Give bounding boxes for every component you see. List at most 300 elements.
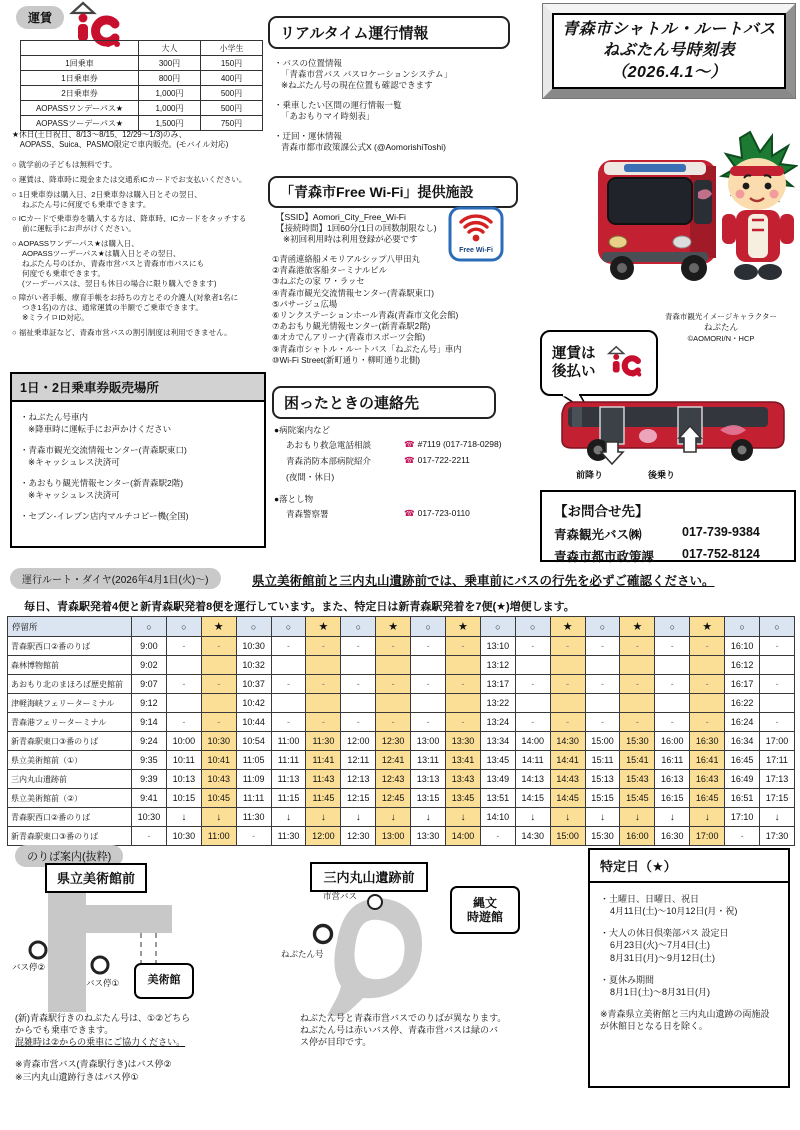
time-cell: 15:13: [585, 770, 620, 789]
time-cell: 12:30: [341, 827, 376, 846]
timetable-row: [8, 789, 795, 808]
time-cell: 16:30: [655, 827, 690, 846]
time-cell: 16:11: [655, 751, 690, 770]
time-cell: [690, 656, 725, 675]
time-cell: -: [341, 675, 376, 694]
sannai-map-notes: [300, 1012, 570, 1048]
time-cell: 9:12: [132, 694, 167, 713]
inquiry-phone: 017-739-9384: [682, 525, 760, 539]
time-cell: ↓: [411, 808, 446, 827]
fare-value: 750円: [201, 116, 263, 131]
time-cell: 13:30: [446, 732, 481, 751]
daily-column-mark: ○: [236, 617, 271, 637]
stop-name: 三内丸山遺跡前: [8, 770, 132, 789]
museum-map-notes: [15, 1012, 280, 1083]
time-cell: [306, 656, 341, 675]
stop-name: あおもり北のまほろば歴史館前: [8, 675, 132, 694]
bus-stop1-label: バス停①: [86, 978, 120, 988]
service-summary: 毎日、青森駅発着4便と新青森駅発着8便を運行しています。また、特定日は新青森駅発着を7便(★)増便します。: [24, 601, 575, 613]
time-cell: 13:11: [411, 751, 446, 770]
phone-icon: ☎: [404, 455, 415, 465]
ticket-sales-items: [12, 402, 264, 540]
time-cell: 16:00: [655, 732, 690, 751]
time-cell: 14:13: [515, 770, 550, 789]
side-bus-image: [552, 392, 794, 471]
daily-column-mark: ○: [760, 617, 795, 637]
time-cell: 15:30: [585, 827, 620, 846]
time-cell: 9:00: [132, 637, 167, 656]
time-cell: 13:41: [446, 751, 481, 770]
time-cell: 14:15: [515, 789, 550, 808]
time-cell: -: [166, 675, 201, 694]
time-cell: -: [655, 713, 690, 732]
timetable-row: [8, 637, 795, 656]
fare-value: 150円: [201, 56, 263, 71]
time-cell: -: [306, 713, 341, 732]
time-cell: 11:30: [236, 808, 271, 827]
time-cell: -: [271, 637, 306, 656]
time-cell: [306, 694, 341, 713]
title-line1: 青森市シャトル・ルートバス: [562, 21, 776, 39]
contact-row: [274, 455, 534, 467]
time-cell: -: [411, 637, 446, 656]
time-cell: -: [760, 675, 795, 694]
time-cell: 9:07: [132, 675, 167, 694]
inquiry-row: [554, 525, 782, 543]
time-cell: -: [550, 713, 585, 732]
fare-value: 1,000円: [139, 86, 201, 101]
inquiry-name: 青森観光バス㈱: [554, 528, 642, 542]
time-cell: -: [690, 713, 725, 732]
time-cell: [376, 656, 411, 675]
timetable-row: [8, 694, 795, 713]
daily-column-mark: ○: [480, 617, 515, 637]
fare-value: 1,000円: [139, 101, 201, 116]
wifi-logo-label: Free Wi-Fi: [459, 247, 493, 254]
time-cell: 13:30: [411, 827, 446, 846]
text-block: ○ 福祉乗車証など、青森市営バスの割引制度は利用できません。: [12, 328, 232, 338]
time-cell: 10:11: [166, 751, 201, 770]
time-cell: 12:30: [376, 732, 411, 751]
fare-notes: [12, 160, 270, 343]
stop-name: 青森駅西口②番のりば: [8, 808, 132, 827]
time-cell: ↓: [271, 808, 306, 827]
text-block: ・セブン-イレブン店内マルチコピー機(全国): [20, 511, 189, 521]
title-line2: ねぶたん号時刻表: [602, 42, 735, 60]
museum-map: [10, 862, 280, 1012]
ticket-sales-box: [10, 372, 266, 548]
text-block: ・迂回・運休情報 青森市都市政策課公式X (@AomorishiToshi): [274, 131, 446, 153]
time-cell: -: [690, 675, 725, 694]
time-cell: 12:00: [341, 732, 376, 751]
fare-value: 1,500円: [139, 116, 201, 131]
ic-card-icon-small: [602, 343, 644, 384]
time-cell: -: [411, 713, 446, 732]
text-block: ・夏休み期間 8月1日(土)～8月31日(月): [600, 974, 711, 997]
time-cell: 16:22: [725, 694, 760, 713]
jomon-building-box: 縄文 時遊館: [450, 886, 520, 934]
time-cell: ↓: [620, 808, 655, 827]
timetable-row: [8, 770, 795, 789]
time-cell: [690, 694, 725, 713]
time-cell: 17:11: [760, 751, 795, 770]
time-cell: 11:13: [271, 770, 306, 789]
museum-map-title: 県立美術館前: [45, 863, 147, 893]
text-block: ○ 運賃は、降車時に現金または交通系ICカードでお支払いください。: [12, 174, 247, 184]
inquiry-name: 青森市都市政策課: [554, 550, 655, 564]
fare-row: [21, 56, 263, 71]
time-cell: ↓: [515, 808, 550, 827]
time-cell: 11:41: [306, 751, 341, 770]
timetable-row: [8, 713, 795, 732]
text-block: ・あおもり観光情報センター(新青森駅2階) ※キャッシュレス決済可: [20, 478, 184, 500]
time-cell: -: [446, 713, 481, 732]
time-cell: [376, 694, 411, 713]
time-cell: 9:41: [132, 789, 167, 808]
time-cell: -: [760, 713, 795, 732]
time-cell: 9:02: [132, 656, 167, 675]
time-cell: 13:43: [446, 770, 481, 789]
time-cell: 11:11: [236, 789, 271, 808]
time-cell: -: [515, 637, 550, 656]
time-cell: 10:41: [201, 751, 236, 770]
time-cell: 13:00: [376, 827, 411, 846]
time-cell: ↓: [655, 808, 690, 827]
time-cell: 16:34: [725, 732, 760, 751]
time-cell: ↓: [201, 808, 236, 827]
list-item: ④青森市観光交流情報センター(青森駅東口): [272, 287, 434, 298]
time-cell: 13:24: [480, 713, 515, 732]
inquiry-phone: 017-752-8124: [682, 547, 760, 561]
fare-value: 500円: [201, 101, 263, 116]
time-cell: 16:10: [725, 637, 760, 656]
time-cell: 16:45: [690, 789, 725, 808]
title-line3: （2026.4.1～）: [611, 63, 727, 81]
stop-name: 津軽海峡フェリーターミナル: [8, 694, 132, 713]
time-cell: ↓: [446, 808, 481, 827]
time-cell: -: [446, 675, 481, 694]
contact-phone: ☎ 017-723-0110: [404, 508, 470, 518]
time-cell: 14:30: [550, 732, 585, 751]
time-cell: ↓: [376, 808, 411, 827]
time-cell: 10:30: [166, 827, 201, 846]
time-cell: 10:30: [236, 637, 271, 656]
daily-column-mark: ○: [271, 617, 306, 637]
time-cell: 10:30: [132, 808, 167, 827]
time-cell: -: [341, 637, 376, 656]
time-cell: -: [690, 637, 725, 656]
time-cell: -: [760, 637, 795, 656]
fare-footnotes: [12, 130, 272, 150]
time-cell: 10:32: [236, 656, 271, 675]
time-cell: 15:45: [620, 789, 655, 808]
stop-column-header: 停留所: [8, 617, 132, 637]
inquiry-row: [554, 547, 782, 565]
time-cell: 16:43: [690, 770, 725, 789]
contacts-title: 困ったときの連絡先: [272, 386, 496, 419]
time-cell: [271, 694, 306, 713]
time-cell: 17:15: [760, 789, 795, 808]
time-cell: -: [620, 713, 655, 732]
platform-guide-label: のりば案内(抜粋): [15, 845, 123, 867]
text-block: ○ 就学前の子どもは無料です。: [12, 160, 117, 169]
contacts-block: [274, 424, 534, 524]
time-cell: 13:13: [411, 770, 446, 789]
time-cell: [201, 656, 236, 675]
time-cell: 16:51: [725, 789, 760, 808]
fare-type: 1日乗車券: [21, 71, 139, 86]
time-cell: 10:42: [236, 694, 271, 713]
time-cell: 11:09: [236, 770, 271, 789]
fare-type: 2日乗車券: [21, 86, 139, 101]
time-cell: 10:44: [236, 713, 271, 732]
time-cell: 13:17: [480, 675, 515, 694]
list-item: ス停が目印です。: [300, 1037, 372, 1048]
list-item: ⑦あおもり観光情報センター(新青森駅2階): [272, 321, 431, 332]
time-cell: 14:11: [515, 751, 550, 770]
city-bus-label: 市営バス: [323, 891, 358, 901]
time-cell: -: [515, 675, 550, 694]
time-cell: [271, 656, 306, 675]
special-day-column-mark: ★: [376, 617, 411, 637]
time-cell: -: [306, 675, 341, 694]
special-days-items: [600, 893, 778, 998]
time-cell: 15:00: [585, 732, 620, 751]
time-cell: ↓: [690, 808, 725, 827]
contact-phone: ☎ 017-722-2211: [404, 455, 470, 465]
time-cell: -: [376, 637, 411, 656]
special-day-column-mark: ★: [201, 617, 236, 637]
wifi-ssid: 【SSID】Aomori_City_Free_Wi-Fi: [276, 212, 406, 222]
fare-type: 1回乗車: [21, 56, 139, 71]
mascot-caption-line2: ねぶたん: [703, 322, 738, 333]
time-cell: -: [201, 713, 236, 732]
mascot-caption: [646, 312, 796, 344]
time-cell: [341, 694, 376, 713]
special-days-note: ※青森県立美術館と三内丸山遺跡の両施設が休館日となる日を除く。: [600, 1008, 770, 1032]
fare-header-adult: 大人: [139, 41, 201, 56]
list-item: AOPASS、Suica、PASMO限定で車内販売。(モバイル対応): [12, 140, 229, 150]
time-cell: 16:00: [620, 827, 655, 846]
special-day-column-mark: ★: [306, 617, 341, 637]
fare-value: 400円: [201, 71, 263, 86]
time-cell: -: [376, 713, 411, 732]
time-cell: -: [655, 675, 690, 694]
daily-column-mark: ○: [341, 617, 376, 637]
time-cell: 13:22: [480, 694, 515, 713]
text-block: ・乗車したい区間の運行情報一覧 「あおもりマイ時刻表」: [274, 100, 402, 122]
time-cell: ↓: [166, 808, 201, 827]
time-cell: -: [725, 827, 760, 846]
inquiry-title: 【お問合せ先】: [554, 504, 649, 519]
time-cell: -: [201, 675, 236, 694]
time-cell: 15:41: [620, 751, 655, 770]
fare-row: [21, 86, 263, 101]
fare-table: [20, 40, 263, 131]
list-item: ⑩Wi-Fi Street(新町通り・柳町通り北側): [272, 354, 421, 365]
time-cell: 11:00: [201, 827, 236, 846]
contact-name: あおもり救急電話相談: [286, 440, 372, 450]
time-cell: ↓: [341, 808, 376, 827]
list-item: ねぶたん号と青森市営バスでのりばが異なります。: [300, 1013, 507, 1023]
time-cell: 14:00: [515, 732, 550, 751]
time-cell: 13:34: [480, 732, 515, 751]
time-cell: -: [132, 827, 167, 846]
time-cell: 13:10: [480, 637, 515, 656]
time-cell: [515, 656, 550, 675]
text-block: ・バスの位置情報 「青森市営バス バスロケーションシステム」 ※ねぶたん号の現在位置も確認できます: [274, 58, 452, 91]
time-cell: -: [446, 637, 481, 656]
time-cell: -: [341, 713, 376, 732]
special-day-column-mark: ★: [620, 617, 655, 637]
time-cell: 14:45: [550, 789, 585, 808]
time-cell: -: [201, 637, 236, 656]
list-item: からでも乗車できます。: [15, 1025, 114, 1036]
text-block: ○ 1日乗車券は購入日、2日乗車券は購入日とその翌日、 ねぶたん号に何度でも乗車できます。: [12, 189, 202, 209]
time-cell: 15:00: [550, 827, 585, 846]
time-cell: 15:30: [620, 732, 655, 751]
daily-column-mark: ○: [132, 617, 167, 637]
time-cell: 14:30: [515, 827, 550, 846]
time-cell: [515, 694, 550, 713]
time-cell: -: [166, 713, 201, 732]
list-item: ⑥リンクステーションホール青森(青森市文化会館): [272, 309, 459, 320]
time-cell: [341, 656, 376, 675]
time-cell: 13:45: [480, 751, 515, 770]
text-block: ・土曜日、日曜日、祝日 4月11日(土)～10月12日(月・祝): [600, 894, 738, 917]
time-cell: 13:49: [480, 770, 515, 789]
time-cell: 17:10: [725, 808, 760, 827]
time-cell: -: [655, 637, 690, 656]
time-cell: -: [550, 675, 585, 694]
timetable-row: [8, 732, 795, 751]
special-days-box: [588, 848, 790, 1088]
contact-phone: ☎ #7119 (017-718-0298): [404, 439, 502, 449]
time-cell: [446, 656, 481, 675]
time-cell: 15:15: [585, 789, 620, 808]
time-cell: 12:43: [376, 770, 411, 789]
time-cell: [201, 694, 236, 713]
sannai-map: [275, 858, 575, 1016]
time-cell: ↓: [760, 808, 795, 827]
special-days-title: 特定日（★）: [590, 850, 788, 883]
sannai-map-title: 三内丸山遺跡前: [310, 862, 428, 892]
time-cell: 16:12: [725, 656, 760, 675]
stop-name: 県立美術館前（①）: [8, 751, 132, 770]
time-cell: [760, 656, 795, 675]
list-item: ⑤パサージュ広場: [272, 298, 338, 309]
realtime-info-blocks: [274, 58, 524, 162]
time-cell: 11:11: [271, 751, 306, 770]
fare-value: 300円: [139, 56, 201, 71]
pay-later-text: 運賃は 後払い: [552, 345, 596, 380]
daily-column-mark: ○: [585, 617, 620, 637]
time-cell: 14:41: [550, 751, 585, 770]
time-cell: 16:15: [655, 789, 690, 808]
time-cell: 10:45: [201, 789, 236, 808]
time-cell: -: [411, 675, 446, 694]
list-item: ※青森市営バス(青森駅行き)はバス停②: [15, 1059, 172, 1070]
time-cell: [760, 694, 795, 713]
time-cell: 10:30: [201, 732, 236, 751]
title-plaque: [543, 4, 795, 98]
daily-column-mark: ○: [166, 617, 201, 637]
front-exit-label: 前降り: [576, 470, 604, 480]
time-cell: [655, 694, 690, 713]
time-cell: 13:00: [411, 732, 446, 751]
time-cell: 10:37: [236, 675, 271, 694]
wifi-session: 【接続時間】1回60分(1日の回数制限なし): [276, 223, 437, 234]
fare-type: AOPASSワンデーパス★: [21, 101, 139, 116]
list-item: ⑧オカでんアリーナ(青森市スポーツ会館): [272, 332, 426, 343]
time-cell: 12:15: [341, 789, 376, 808]
mascot-caption-line3: ©AOMORI/N・HCP: [687, 333, 755, 343]
time-cell: 16:17: [725, 675, 760, 694]
time-cell: 15:11: [585, 751, 620, 770]
stop-name: 青森港フェリーターミナル: [8, 713, 132, 732]
time-cell: 10:00: [166, 732, 201, 751]
list-item: ⑨青森市シャトル・ルートバス「ねぶたん号」車内: [272, 343, 462, 354]
time-cell: 16:13: [655, 770, 690, 789]
text-block: ・青森市観光交流情報センター(青森駅東口) ※キャッシュレス決済可: [20, 445, 187, 467]
time-cell: [620, 694, 655, 713]
boarding-warning: 県立美術館前と三内丸山遺跡前では、乗車前にバスの行先を必ずご確認ください。: [252, 574, 715, 588]
list-item: ③ねぶたの家 ワ・ラッセ: [272, 276, 365, 287]
time-cell: -: [620, 675, 655, 694]
museum-building-box: 美術館: [134, 963, 194, 999]
nebutan-stop-label: ねぶたん号: [281, 949, 324, 959]
text-block: ○ AOPASSワンデーパス★は購入日、 AOPASSツーデーパス★は購入日とその翌日、 ねぶたん号のほか、青森市営バスと青森市市バスにも 何度でも乗車できます。 (ツーデーパスは、翌日も休日の場合に限り購入できます): [12, 239, 217, 288]
time-cell: -: [271, 675, 306, 694]
timetable-row: [8, 675, 795, 694]
fare-value: 800円: [139, 71, 201, 86]
hospital-head: ●病院案内など: [274, 425, 331, 435]
special-day-column-mark: ★: [690, 617, 725, 637]
time-cell: 9:39: [132, 770, 167, 789]
fare-type: AOPASSツーデーパス★: [21, 116, 139, 131]
bus-stop2-label: バス停②: [12, 962, 46, 972]
contact-row: [274, 508, 534, 520]
time-cell: -: [271, 713, 306, 732]
time-cell: 14:43: [550, 770, 585, 789]
list-item: ②青森港旅客船ターミナルビル: [272, 265, 387, 276]
time-cell: -: [306, 637, 341, 656]
daily-column-mark: ○: [411, 617, 446, 637]
stop-name: 新青森駅東口③番のりば: [8, 732, 132, 751]
time-cell: 11:43: [306, 770, 341, 789]
time-cell: [585, 694, 620, 713]
text-block: ○ ICカードで乗車券を購入する方は、降車時、ICカードをタッチする 前に運転手にお声がけください。: [12, 214, 247, 234]
special-day-column-mark: ★: [550, 617, 585, 637]
time-cell: ↓: [306, 808, 341, 827]
phone-icon: ☎: [404, 508, 415, 518]
time-cell: 10:43: [201, 770, 236, 789]
time-cell: 16:24: [725, 713, 760, 732]
text-block: ・大人の休日倶楽部パス 設定日 6月23日(火)～7月4日(土) 8月31日(月)～9月12日(土): [600, 928, 729, 963]
time-cell: 13:51: [480, 789, 515, 808]
time-cell: 12:45: [376, 789, 411, 808]
time-cell: 16:30: [690, 732, 725, 751]
stop-name: 森林博物館前: [8, 656, 132, 675]
time-cell: 9:35: [132, 751, 167, 770]
time-cell: [655, 656, 690, 675]
bus-and-mascot-image: [594, 122, 798, 315]
time-cell: 17:30: [760, 827, 795, 846]
time-cell: 15:43: [620, 770, 655, 789]
time-cell: -: [585, 675, 620, 694]
stop-name: 青森駅西口②番のりば: [8, 637, 132, 656]
timetable-row: [8, 827, 795, 846]
